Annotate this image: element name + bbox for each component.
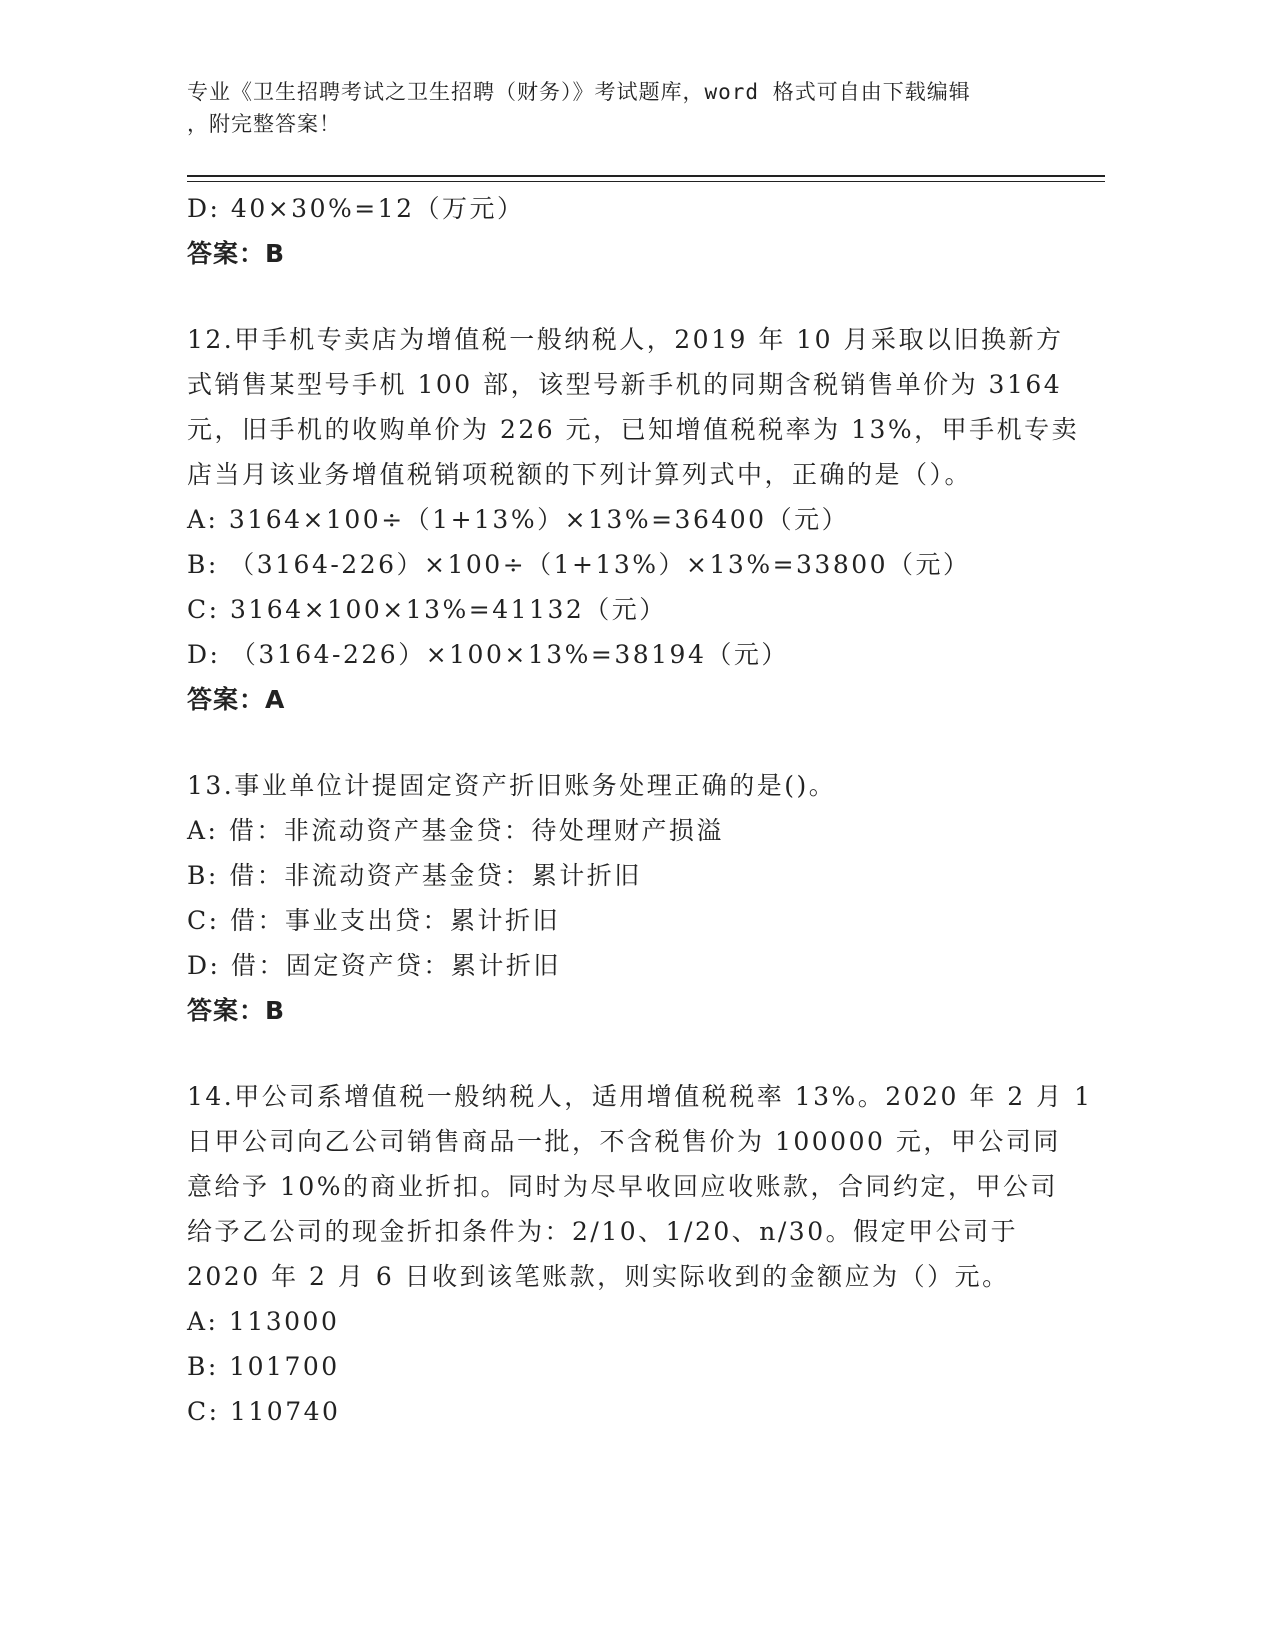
- question-stem-line: 日甲公司向乙公司销售商品一批，不含税售价为 100000 元，甲公司同: [187, 1127, 1061, 1156]
- option-c: C: 110740: [187, 1397, 341, 1426]
- question-14: [187, 1074, 1093, 1434]
- option-d: D: 40×30%=12（万元）: [187, 194, 525, 223]
- answer-line: 答案：A: [187, 685, 286, 714]
- question-stem-line: 13.事业单位计提固定资产折旧账务处理正确的是()。: [187, 771, 837, 800]
- question-stem-line: 给予乙公司的现金折扣条件为：2/10、1/20、n/30。假定甲公司于: [187, 1217, 1019, 1246]
- answer-line: 答案：B: [187, 996, 286, 1025]
- option-b: B: 借：非流动资产基金贷：累计折旧: [187, 861, 642, 890]
- header-line-2: ，附完整答案！: [187, 112, 341, 136]
- header-rule-thin: [187, 181, 1105, 182]
- option-c: C: 借：事业支出贷：累计折旧: [187, 906, 560, 935]
- document-header: [187, 76, 1067, 140]
- option-d: D: （3164-226）×100×13%=38194（元）: [187, 640, 789, 669]
- header-line-1: 专业《卫生招聘考试之卫生招聘（财务）》考试题库，word 格式可自由下载编辑: [187, 80, 971, 104]
- option-a: A: 113000: [187, 1307, 340, 1336]
- option-c: C: 3164×100×13%=41132（元）: [187, 595, 667, 624]
- question-stem-line: 2020 年 2 月 6 日收到该笔账款，则实际收到的金额应为（）元。: [187, 1262, 1010, 1291]
- question-stem-line: 元，旧手机的收购单价为 226 元，已知增值税税率为 13%，甲手机专卖: [187, 415, 1080, 444]
- question-12: [187, 317, 1087, 722]
- option-a: A: 借：非流动资产基金贷：待处理财产损溢: [187, 816, 724, 845]
- document-body: [187, 186, 1093, 1434]
- header-rule-thick: [187, 175, 1105, 177]
- option-b: B: 101700: [187, 1352, 340, 1381]
- question-stem-line: 意给予 10%的商业折扣。同时为尽早收回应收账款，合同约定，甲公司: [187, 1172, 1059, 1201]
- question-stem-line: 14.甲公司系增值税一般纳税人，适用增值税税率 13%。2020 年 2 月 1: [187, 1082, 1093, 1111]
- question-13: [187, 763, 1087, 1033]
- option-a: A: 3164×100÷（1+13%）×13%=36400（元）: [187, 505, 850, 534]
- answer-line: 答案：B: [187, 239, 286, 268]
- option-b: B: （3164-226）×100÷（1+13%）×13%=33800（元）: [187, 550, 971, 579]
- question-stem-line: 店当月该业务增值税销项税额的下列计算列式中，正确的是（）。: [187, 460, 973, 489]
- question-11-tail: [187, 186, 1087, 276]
- question-stem-line: 12.甲手机专卖店为增值税一般纳税人，2019 年 10 月采取以旧换新方: [187, 325, 1064, 354]
- option-d: D: 借：固定资产贷：累计折旧: [187, 951, 561, 980]
- question-stem-line: 式销售某型号手机 100 部，该型号新手机的同期含税销售单价为 3164: [187, 370, 1063, 399]
